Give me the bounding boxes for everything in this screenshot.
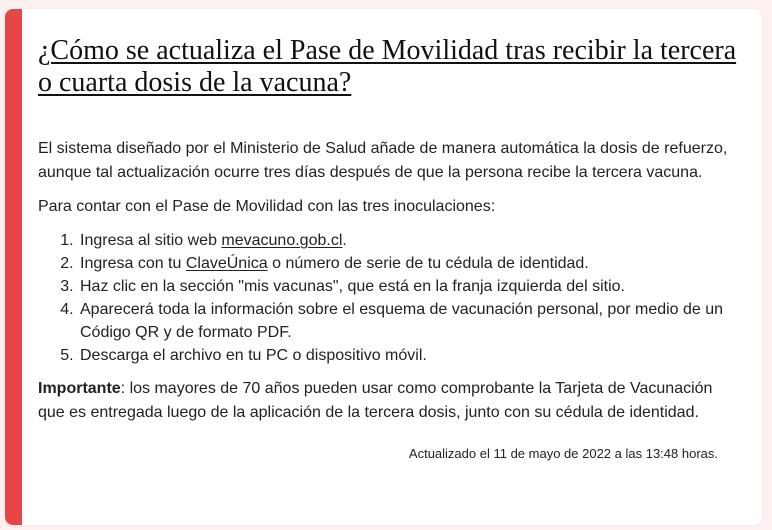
list-item — [78, 344, 738, 367]
faq-title — [38, 35, 738, 99]
list-item — [78, 298, 738, 344]
note-paragraph — [38, 377, 738, 425]
step-text: Haz clic en la sección "mis vacunas", que está en la franja izquierda del sitio. — [80, 278, 625, 295]
mevacuno-link[interactable]: mevacuno.gob.cl — [221, 232, 343, 249]
updated-timestamp: Actualizado el 11 de mayo de 2022 a las 13:48 horas. — [408, 446, 718, 461]
steps-intro: Para contar con el Pase de Movilidad con las tres inoculaciones: — [38, 198, 496, 215]
step-text: Descarga el archivo en tu PC o dispositivo móvil. — [80, 347, 427, 364]
step-text: Ingresa con tu — [80, 255, 186, 272]
faq-card — [5, 9, 762, 525]
accent-bar — [5, 9, 22, 525]
step-text: . — [342, 232, 347, 249]
step-text: o número de serie de tu cédula de identidad. — [267, 255, 589, 272]
list-item — [78, 275, 738, 298]
step-text: Ingresa al sitio web — [80, 232, 222, 249]
faq-title-link[interactable]: ¿Cómo se actualiza el Pase de Movilidad tras recibir la tercera o cuarta dosis de la vacuna? — [38, 35, 737, 98]
list-item — [78, 229, 738, 252]
note-text: : los mayores de 70 años pueden usar como comprobante la Tarjeta de Vacunación que es entregada luego de la aplicación de la tercera dosis, junto con su cédula de identidad. — [38, 380, 713, 421]
faq-content — [38, 35, 738, 463]
step-text: Aparecerá toda la información sobre el esquema de vacunación personal, por medio de un Código QR y de formato PDF. — [80, 301, 724, 341]
claveunica-link[interactable]: ClaveÚnica — [185, 255, 268, 272]
intro-paragraph: El sistema diseñado por el Ministerio de Salud añade de manera automática la dosis de refuerzo, aunque tal actualización ocurre tres días después de que la persona recibe la tercera vacuna. — [38, 140, 728, 181]
steps-list — [38, 229, 738, 367]
list-item — [78, 252, 738, 275]
note-label: Importante — [38, 380, 121, 397]
